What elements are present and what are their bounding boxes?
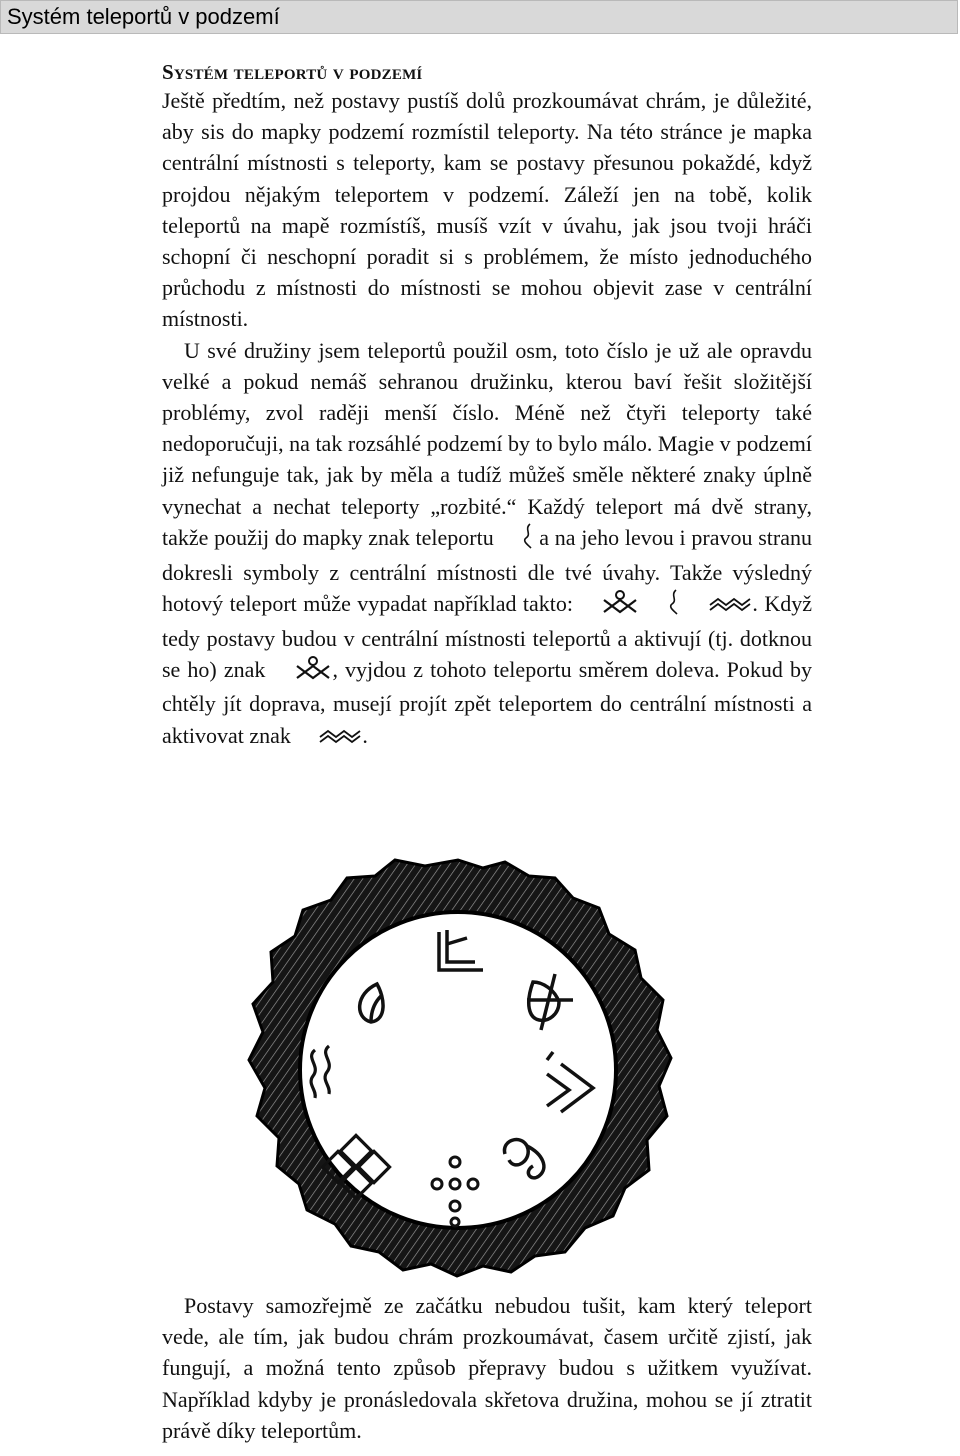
title-bar xyxy=(0,0,958,34)
central-room-map xyxy=(243,854,673,1279)
paragraph-teleports xyxy=(162,335,812,754)
figure-symbol-icon xyxy=(579,590,639,622)
window-title: Systém teleportů v podzemí xyxy=(7,4,280,29)
paragraph-intro: Ještě předtím, než postavy pustíš dolů prozkoumávat chrám, je důležité, aby sis do mapky podzemí rozmístil teleporty. Na této stránce je mapka centrální místnosti s teleporty, kam se postavy přesunou pokaždé, když projdou nějakým teleportem v podzemí. Záleží jen na tobě, kolik teleportů na mapě rozmístíš, musíš vzít v úvahu, jak jsou tvoji hráči schopní či neschopní poradit si s problémem, že místo jednoduchého průchodu z místnosti do místnosti se mohou objevit zase v centrální místnosti. xyxy=(162,88,812,332)
waves-symbol-icon xyxy=(296,722,362,753)
paragraph-teleports-part-a: U své družiny jsem teleportů použil osm, toto číslo je už ale opravdu velké a pokud nemáš sehranou družinku, kterou baví řešit složitější problémy, zvol raději menší číslo. Méně než čtyři teleporty také nedoporučuji, na tak rozsáhlé podzemí by to bylo málo. Magie v podzemí již nefunguje tak, jak by měla a tudíž můžeš směle některé znaky úplně vynechat a nechat teleporty „rozbité.“ Každý teleport má dvě strany, takže použij do mapky znak teleportu xyxy=(162,337,812,550)
paragraph-teleports-part-b: a na jeho levou i pravou stranu dokresli symboly z centrální místnosti dle tvé úvahy. Takže výsledný hotový teleport může vypadat například takto: xyxy=(162,524,812,617)
figure-symbol-icon xyxy=(272,656,332,688)
paragraph-conclusion: Postavy samozřejmě ze začátku nebudou tušit, kam který teleport vede, ale tím, jak budou chrám prozkoumávat, časem určitě zjistí, jak fungují, a možná tento způsob přepravy budou s užitkem využívat. Například kdyby je pronásledovala skřetova družina, mohou se jí ztratit právě díky teleportům. xyxy=(162,1293,812,1443)
paragraph-teleports-part-d: , vyjdou z tohoto teleportu směrem doleva. Pokud by chtěly jít doprava, musejí projít zpět teleportem do centrální místnosti a aktivovat znak xyxy=(162,657,813,748)
text-top xyxy=(162,60,812,753)
text-bottom xyxy=(162,1290,812,1446)
section-heading: Systém teleportů v podzemí xyxy=(162,60,423,84)
teleport-symbol-icon xyxy=(500,523,534,557)
scanned-page xyxy=(150,42,820,1450)
teleport-symbol-icon xyxy=(646,589,680,623)
central-room-map-svg xyxy=(243,854,673,1279)
waves-symbol-icon xyxy=(686,590,752,621)
paragraph-teleports-part-c: . Když tedy postavy budou v centrální místnosti teleportů a aktivují (tj. dotknou se ho) znak xyxy=(162,591,812,683)
paragraph-teleports-part-e: . xyxy=(362,722,368,748)
